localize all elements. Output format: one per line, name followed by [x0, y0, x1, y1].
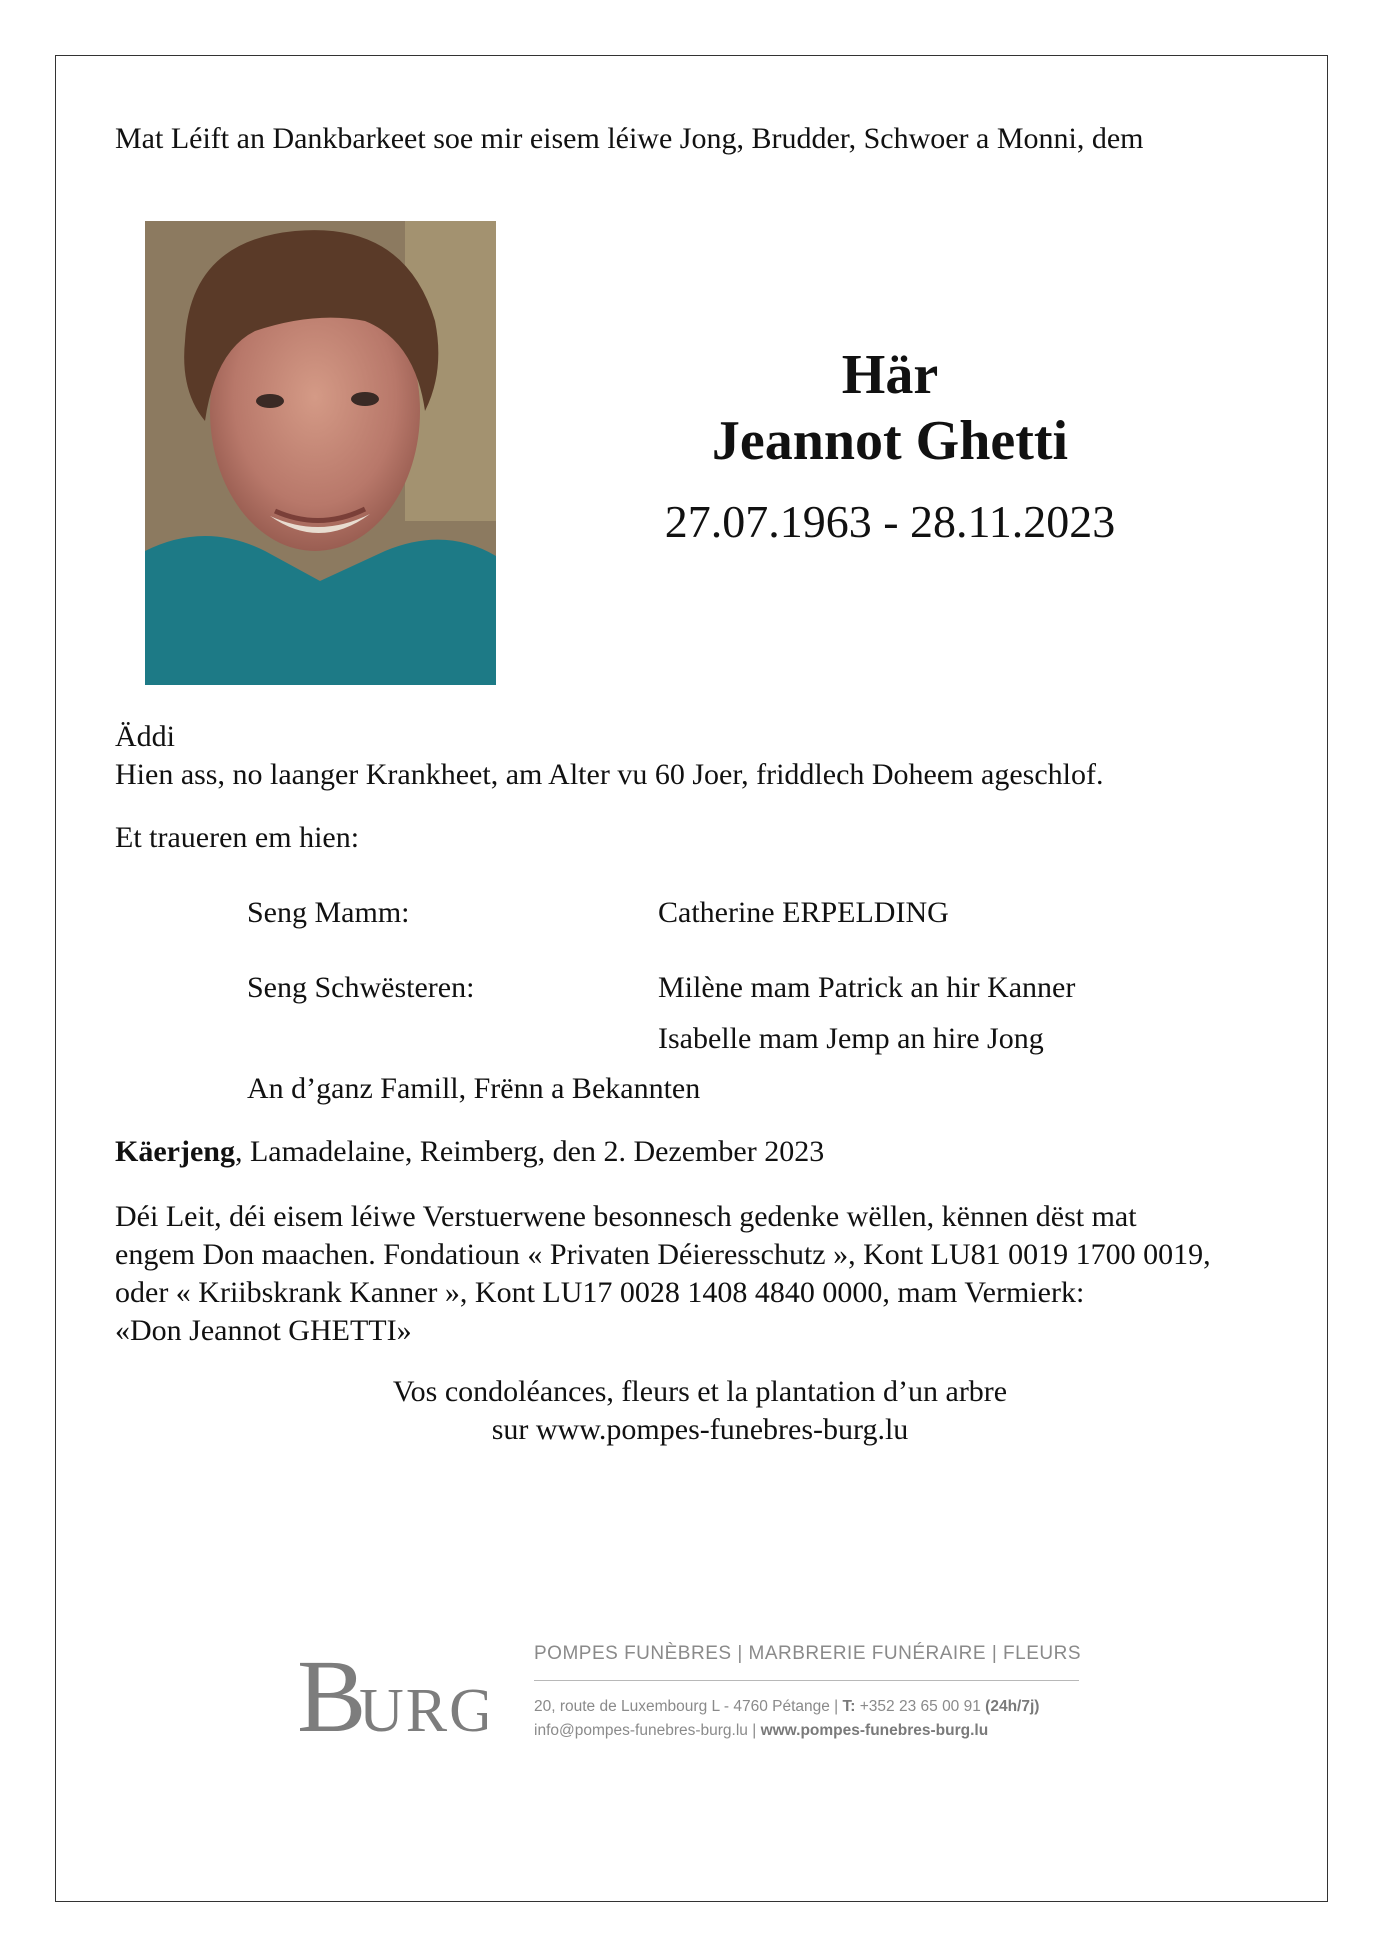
- place-bold: Käerjeng: [115, 1135, 235, 1168]
- deceased-name: Jeannot Ghetti: [711, 410, 1069, 472]
- passing-text: Hien ass, no laanger Krankheet, am Alter vu 60 Joer, friddlech Doheem ageschlof.: [115, 758, 1104, 791]
- donation-line: engem Don maachen. Fondatioun « Privaten Déieresschutz », Kont LU81 0019 1700 0019,: [115, 1238, 1211, 1271]
- condolences-line: Vos condoléances, fleurs et la plantation d’un arbre: [392, 1375, 1008, 1408]
- family-label-mother: Seng Mamm:: [247, 896, 410, 929]
- footer-tagline: POMPES FUNÈBRES | MARBRERIE FUNÉRAIRE | FLEURS: [534, 1643, 1082, 1664]
- footer-divider: [534, 1680, 1079, 1681]
- mourners-intro: Et traueren em hien:: [115, 821, 360, 854]
- burg-logo: [297, 1645, 487, 1745]
- donation-line: «Don Jeannot GHETTI»: [115, 1314, 412, 1347]
- footer-contact-line: [534, 1719, 1079, 1743]
- intro-text: Mat Léift an Dankbarkeet soe mir eisem léiwe Jong, Brudder, Schwoer a Monni, dem: [115, 122, 1144, 155]
- portrait-photo: [145, 221, 496, 685]
- footer-contact: [534, 1640, 1082, 1743]
- condolences-note: [115, 1373, 1285, 1449]
- donation-line: Déi Leit, déi eisem léiwe Verstuerwene besonnesch gedenke wëllen, kënnen dëst mat: [115, 1200, 1137, 1233]
- name-block: [590, 342, 1190, 550]
- family-value-sister-1: Milène mam Patrick an hir Kanner: [658, 971, 1076, 1004]
- donation-paragraph: [115, 1198, 1315, 1350]
- svg-text:URG: URG: [359, 1677, 487, 1745]
- honorific: Här: [841, 344, 939, 406]
- donation-line: oder « Kriibskrank Kanner », Kont LU17 0028 1408 4840 0000, mam Vermierk:: [115, 1276, 1085, 1309]
- family-value-mother: Catherine ERPELDING: [658, 896, 949, 929]
- footer-address: 20, route de Luxembourg L - 4760 Pétange |: [534, 1698, 839, 1715]
- family-value-sister-2: Isabelle mam Jemp an hire Jong: [658, 1022, 1044, 1055]
- footer-website[interactable]: www.pompes-funebres-burg.lu: [760, 1722, 989, 1739]
- condolences-line: sur www.pompes-funebres-burg.lu: [491, 1413, 909, 1446]
- place-rest: , Lamadelaine, Reimberg, den 2. Dezember 2023: [234, 1135, 825, 1168]
- footer-phone-label: T:: [842, 1698, 856, 1715]
- footer-phone-hours: (24h/7j): [985, 1698, 1040, 1715]
- footer-email[interactable]: info@pompes-funebres-burg.lu |: [534, 1722, 757, 1739]
- footer-phone: +352 23 65 00 91: [859, 1698, 981, 1715]
- family-closing: An d’ganz Famill, Frënn a Bekannten: [247, 1072, 701, 1105]
- place-date-line: [115, 1133, 824, 1171]
- family-label-sisters: Seng Schwësteren:: [247, 971, 475, 1004]
- footer-address-line: [534, 1695, 1079, 1719]
- svg-text:B: B: [297, 1645, 367, 1745]
- life-dates: 27.07.1963 - 28.11.2023: [664, 496, 1116, 547]
- nickname: Äddi: [115, 720, 175, 753]
